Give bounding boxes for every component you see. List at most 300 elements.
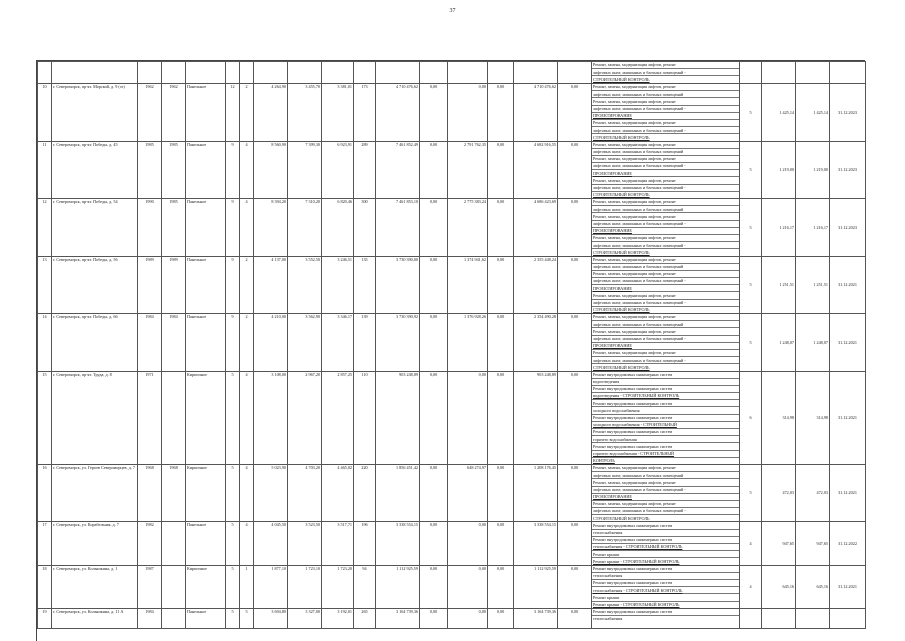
area-living: 3 562,90 <box>288 314 322 372</box>
work-line: СТРОИТЕЛЬНЫЙ КОНТРОЛЬ <box>593 307 650 313</box>
work-line: холодного водоснабжения <box>592 407 739 414</box>
floors: 5 <box>226 522 240 565</box>
table-row <box>38 522 866 565</box>
work-line: лифтовых шахт, машинных и блочных помещений - <box>592 106 739 113</box>
cost-total: 4 710 476,62 <box>376 84 420 142</box>
cost-source-2: 2 775 383,24 <box>448 199 488 257</box>
row-number: 18 <box>38 565 52 608</box>
row-number: 16 <box>38 464 52 522</box>
row-number: 19 <box>38 608 52 628</box>
work-line: ПРОЕКТИРОВАНИЕ <box>592 113 739 120</box>
work-line: Ремонт, замена, модернизация лифтов, ремонт <box>592 142 739 149</box>
floors: 9 <box>226 199 240 257</box>
work-types <box>592 314 740 372</box>
area-living: 3 327,00 <box>288 608 322 628</box>
work-line: Ремонт, замена, модернизация лифтов, ремонт <box>592 199 739 206</box>
work-line: Ремонт, замена, модернизация лифтов, ремонт <box>592 479 739 486</box>
cost-source-5: 0,00 <box>558 199 592 257</box>
area-residential: 3 192,01 <box>322 608 354 628</box>
row-number: 17 <box>38 522 52 565</box>
work-line: Ремонт, замена, модернизация лифтов, ремонт <box>592 213 739 220</box>
table-body <box>38 62 866 629</box>
work-line: лифтовых шахт, машинных и блочных помещений <box>592 206 739 213</box>
cost-total: 1 856 451,42 <box>376 464 420 522</box>
work-line: Ремонт крыши - СТРОИТЕЛЬНЫЙ КОНТРОЛЬ <box>593 601 680 607</box>
address: г. Североморск, пр-кт. Победы, д. 54 <box>52 199 138 257</box>
work-units: 4 <box>740 565 762 608</box>
work-line: лифтовых шахт, машинных и блочных помещений <box>592 264 739 271</box>
residents: 220 <box>354 464 376 522</box>
area-residential: 3 346,17 <box>322 314 354 372</box>
cost-source-1: 0,00 <box>420 464 448 522</box>
area-residential: 1 723,20 <box>322 565 354 608</box>
year-built: 1987 <box>138 565 162 608</box>
cost-source-4: 903 248,89 <box>514 371 558 464</box>
work-units: 5 <box>740 141 762 199</box>
year-overhaul: 1968 <box>162 464 186 522</box>
entrances: 4 <box>240 464 254 522</box>
work-line: лифтовых шахт, машинных и блочных помещений - <box>592 278 739 285</box>
area-living: 2 967,20 <box>288 371 322 464</box>
table-row <box>38 464 866 522</box>
cost-total: 3 730 390,00 <box>376 256 420 314</box>
work-line: Ремонт внутридомовых инженерных систем <box>592 443 739 450</box>
table-row <box>38 84 866 142</box>
cost-source-1: 0,00 <box>420 256 448 314</box>
area-living: 3 552,50 <box>288 256 322 314</box>
cost-source-1: 0,00 <box>420 522 448 565</box>
entrances: 4 <box>240 199 254 257</box>
cost-source-5: 0,00 <box>558 522 592 565</box>
area-residential: 4 465,02 <box>322 464 354 522</box>
address: г. Североморск, ул. Колышкина, д. 1 <box>52 565 138 608</box>
work-line: ПРОЕКТИРОВАНИЕ <box>592 494 739 501</box>
work-line: Ремонт, замена, модернизация лифтов, ремонт <box>592 98 739 105</box>
max-cost <box>796 608 830 628</box>
deadline: 31.12.2023 <box>830 84 866 142</box>
area-living: 3 523,50 <box>288 522 322 565</box>
work-types <box>592 522 740 565</box>
cost-source-5: 0,00 <box>558 141 592 199</box>
cost-total: 3 730 390,92 <box>376 314 420 372</box>
cost-source-5: 0,00 <box>558 608 592 628</box>
residents: 300 <box>354 199 376 257</box>
unit-cost: 472,03 <box>762 464 796 522</box>
unit-cost <box>762 608 796 628</box>
address: г. Североморск, пр-кт. Победы, д. 45 <box>52 141 138 199</box>
work-types <box>592 141 740 199</box>
year-overhaul: 1962 <box>162 84 186 142</box>
address: г. Североморск, пр-кт. Морской, д. 9 (эт) <box>52 84 138 142</box>
cost-source-2: 0,00 <box>448 522 488 565</box>
address: г. Североморск, пр-кт. Труда, д. 8 <box>52 371 138 464</box>
work-line: лифтовых шахт, машинных и блочных помещений - <box>592 127 739 134</box>
cost-source-5: 0,00 <box>558 464 592 522</box>
wall-material: Панельное <box>186 84 226 142</box>
work-line: лифтовых шахт, машинных и блочных помещений - <box>592 357 739 364</box>
area-residential: 3 246,51 <box>322 256 354 314</box>
cost-source-1: 0,00 <box>420 608 448 628</box>
cost-source-3: 0,00 <box>488 371 514 464</box>
work-line: Ремонт, замена, модернизация лифтов, ремонт <box>592 257 739 264</box>
entrances: 2 <box>240 84 254 142</box>
work-line: Ремонт крыши <box>592 594 739 601</box>
residents: 139 <box>354 314 376 372</box>
continuation-row <box>38 62 866 84</box>
deadline: 31.12.2021 <box>830 371 866 464</box>
area-residential: 2 857,25 <box>322 371 354 464</box>
unit-cost: 947,65 <box>762 522 796 565</box>
work-types <box>592 371 740 464</box>
work-line: СТРОИТЕЛЬНЫЙ КОНТРОЛЬ <box>593 249 650 255</box>
work-line: Ремонт, замена, модернизация лифтов, ремонт <box>592 62 739 69</box>
work-units: 5 <box>740 464 762 522</box>
deadline: 31.12.2023 <box>830 199 866 257</box>
work-line: Ремонт внутридомовых инженерных систем <box>592 386 739 393</box>
wall-material: Панельное <box>186 608 226 628</box>
table-row <box>38 565 866 608</box>
cost-source-1: 0,00 <box>420 84 448 142</box>
wall-material: Кирпичное <box>186 464 226 522</box>
year-built: 1982 <box>138 522 162 565</box>
cost-total: 3 338 554,15 <box>376 522 420 565</box>
year-built: 1962 <box>138 84 162 142</box>
address: г. Североморск, ул. Колышкина, д. 11 А <box>52 608 138 628</box>
cost-source-2: 0,00 <box>448 565 488 608</box>
cost-source-4: 4 682 916,55 <box>514 141 558 199</box>
work-line: Ремонт внутридомовых инженерных систем <box>592 522 739 529</box>
work-line: Ремонт, замена, модернизация лифтов, ремонт <box>592 271 739 278</box>
row-number: 11 <box>38 141 52 199</box>
deadline: 31.12.2021 <box>830 314 866 372</box>
work-line: лифтовых шахт, машинных и блочных помещений - <box>592 185 739 192</box>
work-line: лифтовых шахт, машинных и блочных помещений - <box>592 487 739 494</box>
work-line: лифтовых шахт, машинных и блочных помещений <box>592 91 739 98</box>
cost-source-3: 0,00 <box>488 522 514 565</box>
work-types <box>592 84 740 142</box>
work-units <box>740 608 762 628</box>
cost-source-3: 0,00 <box>488 565 514 608</box>
work-units: 4 <box>740 522 762 565</box>
cost-source-4: 3 338 554,15 <box>514 522 558 565</box>
work-line: Ремонт, замена, модернизация лифтов, ремонт <box>592 314 739 321</box>
unit-cost: 314,98 <box>762 371 796 464</box>
year-overhaul <box>162 371 186 464</box>
work-line: СТРОИТЕЛЬНЫЙ КОНТРОЛЬ <box>593 192 650 198</box>
work-line: Ремонт внутридомовых инженерных систем <box>592 429 739 436</box>
row-number: 14 <box>38 314 52 372</box>
wall-material: Панельное <box>186 141 226 199</box>
cost-source-3: 0,00 <box>488 199 514 257</box>
floors: 5 <box>226 464 240 522</box>
table-row <box>38 256 866 314</box>
work-line: лифтовых шахт, машинных и блочных помещений <box>592 149 739 156</box>
residents: 94 <box>354 565 376 608</box>
work-units: 6 <box>740 371 762 464</box>
cost-source-5: 0,00 <box>558 565 592 608</box>
work-line: Ремонт внутридомовых инженерных систем <box>592 566 739 573</box>
area-total: 3 108,00 <box>254 371 288 464</box>
work-line: теплоснабжения <box>592 530 739 537</box>
page-number: 37 <box>449 8 456 14</box>
deadline: 31.12.2021 <box>830 464 866 522</box>
table-row <box>38 314 866 372</box>
work-units: 5 <box>740 84 762 142</box>
floors: 9 <box>226 256 240 314</box>
work-line: лифтовых шахт, машинных и блочных помещений <box>592 472 739 479</box>
cost-source-5: 0,00 <box>558 314 592 372</box>
max-cost: 1 425,14 <box>796 84 830 142</box>
work-line: Ремонт, замена, модернизация лифтов, ремонт <box>592 465 739 472</box>
work-types <box>592 608 740 628</box>
year-built: 1968 <box>138 464 162 522</box>
wall-material: Панельное <box>186 314 226 372</box>
entrances: 4 <box>240 371 254 464</box>
work-types <box>592 256 740 314</box>
cost-source-5: 0,00 <box>558 371 592 464</box>
area-residential: 3 381,01 <box>322 84 354 142</box>
cost-source-4: 2 355 448,24 <box>514 256 558 314</box>
year-overhaul: 1984 <box>162 314 186 372</box>
work-line: Ремонт, замена, модернизация лифтов, ремонт <box>592 350 739 357</box>
cost-source-5: 0,00 <box>558 84 592 142</box>
floors: 5 <box>226 565 240 608</box>
cost-source-1: 0,00 <box>420 565 448 608</box>
area-total: 1 877,10 <box>254 565 288 608</box>
work-line: Ремонт, замена, модернизация лифтов, ремонт <box>592 120 739 127</box>
work-line: Ремонт внутридомовых инженерных систем <box>592 537 739 544</box>
cost-total: 1 112 925,59 <box>376 565 420 608</box>
row-number: 10 <box>38 84 52 142</box>
work-line: лифтовых шахт, машинных и блочных помещений - <box>592 508 739 515</box>
work-line: ПРОЕКТИРОВАНИЕ <box>592 170 739 177</box>
work-line: Ремонт внутридомовых инженерных систем <box>592 400 739 407</box>
table-row <box>38 608 866 628</box>
data-table <box>37 61 866 629</box>
max-cost: 645,16 <box>796 565 830 608</box>
work-line: Ремонт, замена, модернизация лифтов, ремонт <box>592 156 739 163</box>
work-line: Ремонт внутридомовых инженерных систем <box>592 415 739 422</box>
cost-source-3: 0,00 <box>488 141 514 199</box>
continuation-works <box>592 62 740 84</box>
cost-source-4: 3 164 739,36 <box>514 608 558 628</box>
wall-material: Панельное <box>186 256 226 314</box>
work-line: Ремонт, замена, модернизация лифтов, ремонт <box>592 328 739 335</box>
work-line: Ремонт крыши <box>592 551 739 558</box>
unit-cost: 1 251,51 <box>762 256 796 314</box>
residents: 196 <box>354 522 376 565</box>
max-cost: 1 251,51 <box>796 256 830 314</box>
row-number: 12 <box>38 199 52 257</box>
cost-total: 903 248,89 <box>376 371 420 464</box>
work-line: СТРОИТЕЛЬНЫЙ КОНТРОЛЬ <box>593 76 650 82</box>
max-cost: 472,03 <box>796 464 830 522</box>
deadline <box>830 608 866 628</box>
table-row <box>38 371 866 464</box>
wall-material: Кирпичное <box>186 565 226 608</box>
wall-material: Кирпичное <box>186 371 226 464</box>
cost-total: 7 461 853,10 <box>376 199 420 257</box>
year-overhaul: 1989 <box>162 256 186 314</box>
wall-material: Панельное <box>186 522 226 565</box>
work-line: ПРОЕКТИРОВАНИЕ <box>592 285 739 292</box>
work-line: холодного водоснабжения - СТРОИТЕЛЬНЫЙ <box>592 422 739 429</box>
work-line: теплоснабжения - СТРОИТЕЛЬНЫЙ КОНТРОЛЬ <box>592 587 739 594</box>
max-cost: 1 216,17 <box>796 199 830 257</box>
residents: 265 <box>354 608 376 628</box>
unit-cost: 1 425,14 <box>762 84 796 142</box>
area-total: 8 394,20 <box>254 199 288 257</box>
area-living: 4 703,20 <box>288 464 322 522</box>
work-line: Ремонт внутридомовых инженерных систем <box>592 372 739 379</box>
work-units: 5 <box>740 199 762 257</box>
unit-cost: 645,16 <box>762 565 796 608</box>
work-line: Ремонт, замена, модернизация лифтов, ремонт <box>592 501 739 508</box>
work-line: горячего водоснабжения - СТРОИТЕЛЬНЫЙ <box>592 451 739 458</box>
work-line: Ремонт, замена, модернизация лифтов, ремонт <box>592 84 739 91</box>
work-line: ПРОЕКТИРОВАНИЕ <box>592 228 739 235</box>
area-living: 7 399,30 <box>288 141 322 199</box>
cost-source-4: 1 208 176,45 <box>514 464 558 522</box>
cost-total: 3 164 739,36 <box>376 608 420 628</box>
residents: 135 <box>354 256 376 314</box>
cost-source-1: 0,00 <box>420 141 448 199</box>
max-cost: 1 248,07 <box>796 314 830 372</box>
work-line: теплоснабжения <box>592 573 739 580</box>
work-line: СТРОИТЕЛЬНЫЙ КОНТРОЛЬ <box>593 515 650 521</box>
work-types <box>592 199 740 257</box>
year-overhaul: 1985 <box>162 199 186 257</box>
year-built: 1971 <box>138 371 162 464</box>
area-living: 3 455,70 <box>288 84 322 142</box>
cost-source-2: 2 791 762,35 <box>448 141 488 199</box>
max-cost: 314,98 <box>796 371 830 464</box>
cost-source-2: 1 376 928,26 <box>448 314 488 372</box>
area-total: 8 560,90 <box>254 141 288 199</box>
address: г. Североморск, пр-кт. Победы, д. 56 <box>52 256 138 314</box>
work-types <box>592 565 740 608</box>
max-cost: 947,65 <box>796 522 830 565</box>
work-line: лифтовых шахт, машинных и блочных помещений - <box>592 336 739 343</box>
wall-material: Панельное <box>186 199 226 257</box>
cost-source-4: 4 686 423,69 <box>514 199 558 257</box>
work-line: лифтовых шахт, машинных и блочных помещений - <box>592 300 739 307</box>
cost-source-4: 2 354 490,28 <box>514 314 558 372</box>
year-built: 1985 <box>138 141 162 199</box>
work-types <box>592 464 740 522</box>
work-line: водоотведения - СТРОИТЕЛЬНЫЙ КОНТРОЛЬ <box>592 393 739 400</box>
unit-cost: 1 219,00 <box>762 141 796 199</box>
work-units: 5 <box>740 314 762 372</box>
address: г. Североморск, ул. Корабельная, д. 7 <box>52 522 138 565</box>
work-line: лифтовых шахт, машинных и блочных помещений - <box>592 163 739 170</box>
work-line: лифтовых шахт, машинных и блочных помещений <box>592 321 739 328</box>
deadline: 31.12.2023 <box>830 141 866 199</box>
cost-source-2: 1 374 941,62 <box>448 256 488 314</box>
table-row <box>38 141 866 199</box>
area-total: 4 045,50 <box>254 522 288 565</box>
cost-source-2: 0,00 <box>448 84 488 142</box>
area-residential: 6 923,91 <box>322 141 354 199</box>
area-total: 5 023,90 <box>254 464 288 522</box>
entrances: 4 <box>240 522 254 565</box>
work-line: Ремонт внутридомовых инженерных систем <box>592 609 739 616</box>
work-units: 5 <box>740 256 762 314</box>
floors: 9 <box>226 314 240 372</box>
work-line: лифтовых шахт, машинных и блочных помещений - <box>592 69 739 76</box>
entrances: 1 <box>240 565 254 608</box>
cost-source-4: 1 112 925,59 <box>514 565 558 608</box>
deadline: 31.12.2021 <box>830 256 866 314</box>
area-total: 3 694,80 <box>254 608 288 628</box>
work-line: Ремонт, замена, модернизация лифтов, ремонт <box>592 292 739 299</box>
residents: 110 <box>354 371 376 464</box>
cost-source-4: 4 710 476,62 <box>514 84 558 142</box>
year-built: 1984 <box>138 314 162 372</box>
work-line: Ремонт внутридомовых инженерных систем <box>592 580 739 587</box>
floors: 9 <box>226 141 240 199</box>
floors: 5 <box>226 371 240 464</box>
year-overhaul <box>162 565 186 608</box>
entrances: 4 <box>240 141 254 199</box>
max-cost: 1 219,00 <box>796 141 830 199</box>
area-living: 7 310,20 <box>288 199 322 257</box>
work-line: теплоснабжения <box>593 616 623 622</box>
address: г. Североморск, пр-кт. Победы, д. 66 <box>52 314 138 372</box>
year-overhaul <box>162 522 186 565</box>
row-number: 15 <box>38 371 52 464</box>
cost-source-3: 0,00 <box>488 314 514 372</box>
unit-cost: 1 216,17 <box>762 199 796 257</box>
work-line: лифтовых шахт, машинных и блочных помещений - <box>592 242 739 249</box>
capital-repair-table <box>36 60 865 641</box>
entrances: 2 <box>240 314 254 372</box>
work-line: водоотведения <box>592 379 739 386</box>
unit-cost: 1 248,07 <box>762 314 796 372</box>
deadline: 31.12.2022 <box>830 522 866 565</box>
cost-source-3: 0,00 <box>488 608 514 628</box>
year-built: 1990 <box>138 199 162 257</box>
entrances: 5 <box>240 608 254 628</box>
deadline: 31.12.2021 <box>830 565 866 608</box>
cost-source-1: 0,00 <box>420 314 448 372</box>
cost-source-1: 0,00 <box>420 371 448 464</box>
area-living: 1 723,10 <box>288 565 322 608</box>
year-overhaul <box>162 608 186 628</box>
work-line: горячего водоснабжения <box>592 436 739 443</box>
year-built: 1989 <box>138 256 162 314</box>
cost-total: 7 461 852,49 <box>376 141 420 199</box>
floors: 12 <box>226 84 240 142</box>
work-line: теплоснабжения - СТРОИТЕЛЬНЫЙ КОНТРОЛЬ <box>592 544 739 551</box>
cost-source-3: 0,00 <box>488 84 514 142</box>
table-row <box>38 199 866 257</box>
cost-source-2: 0,00 <box>448 371 488 464</box>
work-line: КОНТРОЛЬ <box>593 458 615 464</box>
entrances: 2 <box>240 256 254 314</box>
work-line: ПРОЕКТИРОВАНИЕ <box>592 343 739 350</box>
area-total: 4 210,00 <box>254 314 288 372</box>
work-line: Ремонт, замена, модернизация лифтов, ремонт <box>592 235 739 242</box>
work-line: СТРОИТЕЛЬНЫЙ КОНТРОЛЬ <box>593 134 650 140</box>
area-total: 4 264,90 <box>254 84 288 142</box>
floors: 5 <box>226 608 240 628</box>
work-line: Ремонт, замена, модернизация лифтов, ремонт <box>592 177 739 184</box>
cost-source-3: 0,00 <box>488 256 514 314</box>
address: г. Североморск, ул. Героев Североморцев, д. 7 <box>52 464 138 522</box>
cost-source-1: 0,00 <box>420 199 448 257</box>
residents: 173 <box>354 84 376 142</box>
